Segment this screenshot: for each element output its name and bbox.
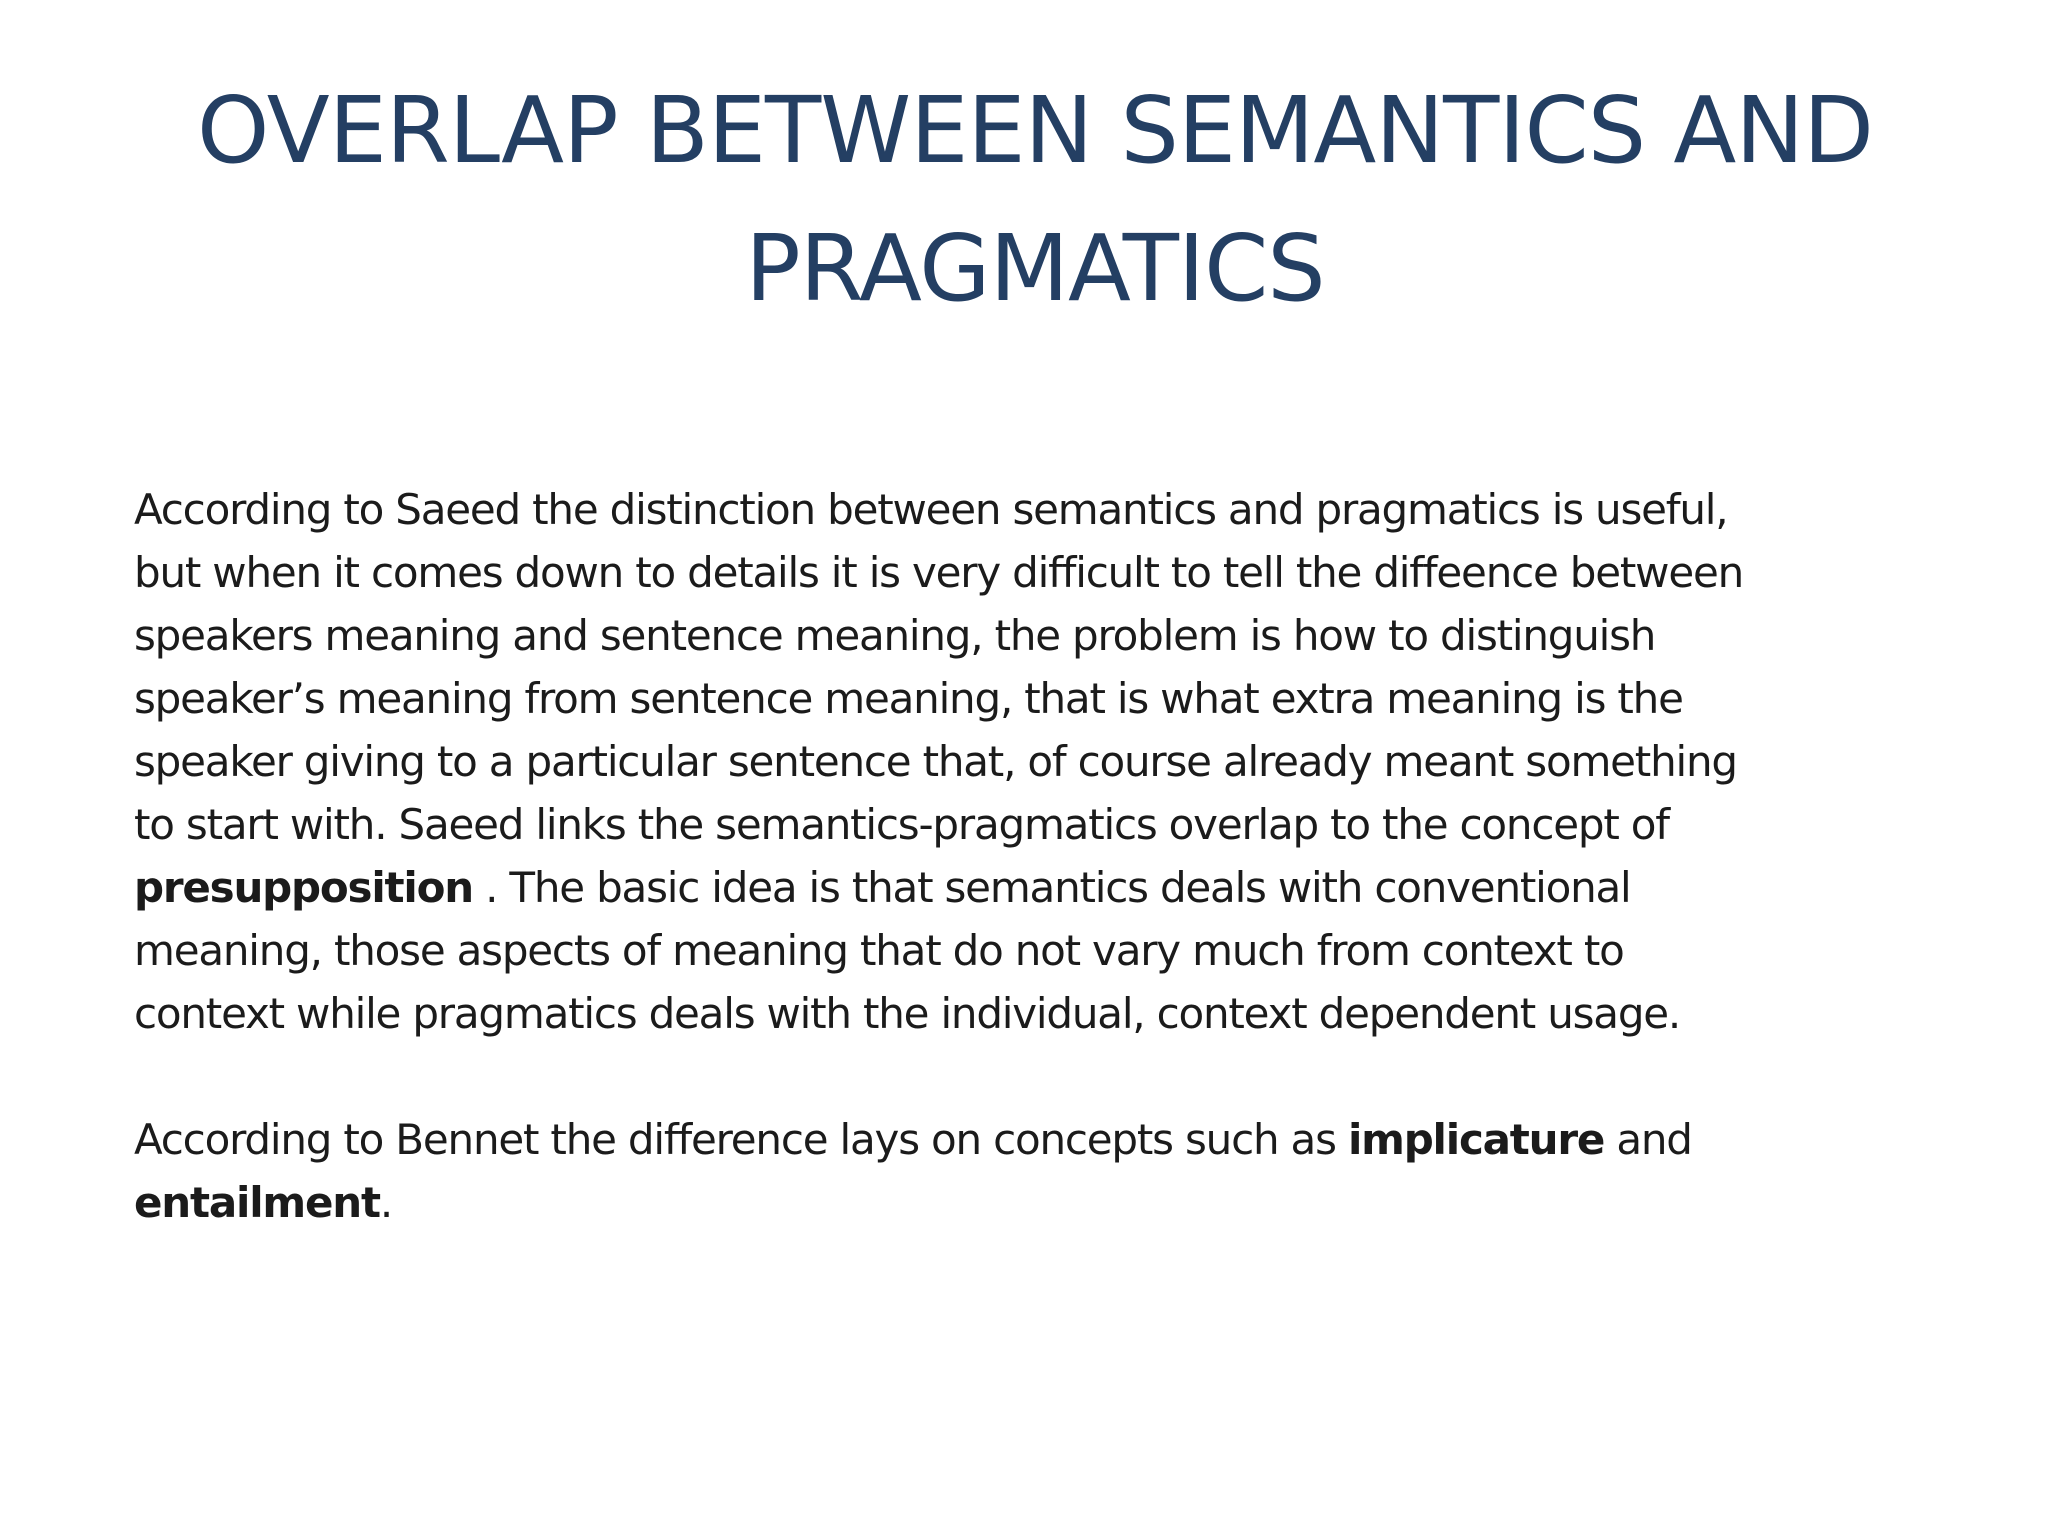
- body-line: According to Saeed the distinction between semantics and pragmatics is useful,: [134, 485, 1728, 534]
- title-line-2: PRAGMATICS: [745, 215, 1325, 322]
- body-text: . The basic idea is that semantics deals with conventional: [472, 863, 1631, 912]
- slide-title: [120, 62, 1950, 338]
- body-line: meaning, those aspects of meaning that do not vary much from context to: [134, 926, 1624, 975]
- title-line-1: OVERLAP BETWEEN SEMANTICS AND: [196, 77, 1873, 184]
- body-line: to start with. Saeed links the semantics-pragmatics overlap to the concept of: [134, 800, 1669, 849]
- paragraph-bennet: [134, 1108, 1854, 1234]
- term-presupposition: presupposition: [134, 863, 473, 912]
- body-line: speakers meaning and sentence meaning, the problem is how to distinguish: [134, 611, 1656, 660]
- paragraph-saeed: [134, 478, 1854, 1045]
- body-line: but when it comes down to details it is very difficult to tell the diffeence between: [134, 548, 1744, 597]
- slide-body: [134, 478, 1854, 1234]
- term-entailment: entailment: [134, 1178, 380, 1227]
- body-line-entailment: [134, 1171, 1854, 1234]
- paragraph-spacer: [134, 1045, 1854, 1108]
- body-line: speaker giving to a particular sentence that, of course already meant something: [134, 737, 1737, 786]
- term-implicature: implicature: [1347, 1115, 1605, 1164]
- body-line: context while pragmatics deals with the individual, context dependent usage.: [134, 989, 1681, 1038]
- body-line: speaker’s meaning from sentence meaning, that is what extra meaning is the: [134, 674, 1683, 723]
- body-line-implicature: [134, 1108, 1854, 1171]
- body-text: .: [379, 1178, 392, 1227]
- body-line-presupposition: [134, 856, 1854, 919]
- body-text: According to Bennet the difference lays on concepts such as: [134, 1115, 1348, 1164]
- body-text: and: [1604, 1115, 1692, 1164]
